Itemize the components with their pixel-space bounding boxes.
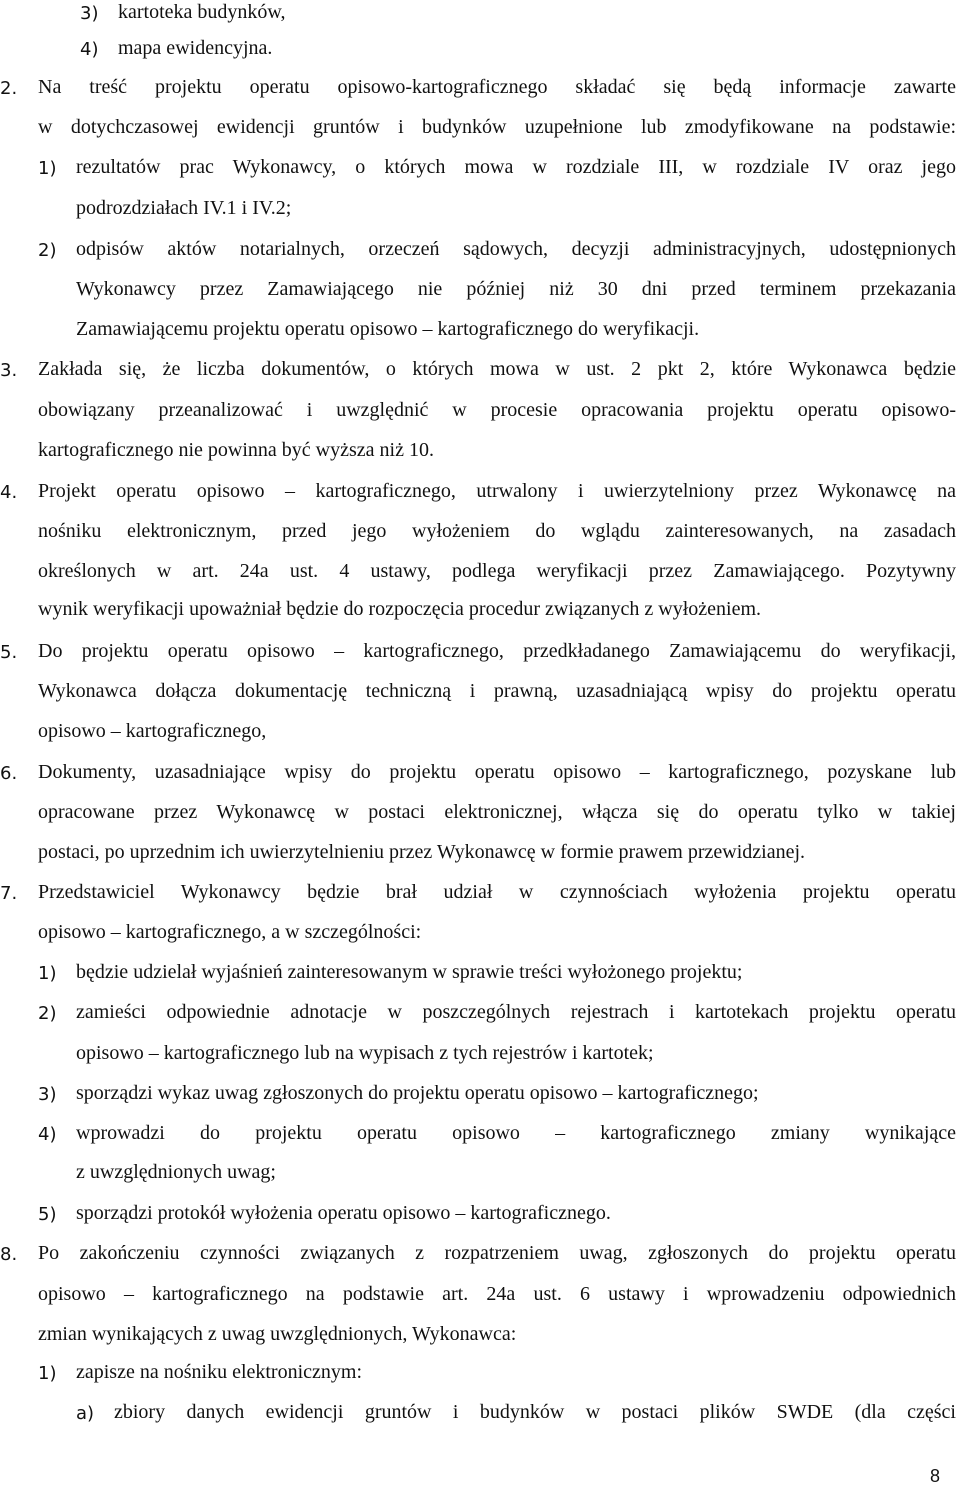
list-number: 1) bbox=[38, 158, 57, 179]
text-line: zamieści odpowiednie adnotacje w poszczególnych rejestrach i kartotekach projektu operatu bbox=[76, 1001, 956, 1023]
text-line: zmian wynikających z uwag uwzględnionych, Wykonawca: bbox=[38, 1323, 517, 1345]
list-number: 5) bbox=[38, 1204, 57, 1225]
list-number: a) bbox=[76, 1403, 95, 1424]
text-line: podrozdziałach IV.1 i IV.2; bbox=[76, 197, 292, 219]
text-line: Zamawiającemu projektu operatu opisowo – kartograficznego do weryfikacji. bbox=[76, 318, 700, 340]
text-line: opracowane przez Wykonawcę w postaci elektronicznej, włącza się do operatu tylko w takiej bbox=[38, 801, 956, 823]
list-number: 5. bbox=[0, 642, 18, 663]
text-line: Po zakończeniu czynności związanych z rozpatrzeniem uwag, zgłoszonych do projektu operatu bbox=[38, 1242, 956, 1264]
text-line: postaci, po uprzednim ich uwierzytelnieniu przez Wykonawcę w formie prawem przewidzianej. bbox=[38, 841, 806, 863]
text-line: Na treść projektu operatu opisowo-kartograficznego składać się będą informacje zawarte bbox=[38, 76, 956, 98]
text-line: opisowo – kartograficznego, a w szczególności: bbox=[38, 921, 422, 943]
text-line: nośniku elektronicznym, przed jego wyłożeniem do wglądu zainteresowanych, na zasadach bbox=[38, 520, 956, 542]
list-number: 8. bbox=[0, 1244, 18, 1265]
page-number: 8 bbox=[929, 1466, 940, 1486]
text-line: Projekt operatu opisowo – kartograficznego, utrwalony i uwierzytelniony przez Wykonawcę na bbox=[38, 480, 956, 502]
text-line: kartograficznego nie powinna być wyższa niż 10. bbox=[38, 439, 434, 461]
list-number: 3. bbox=[0, 360, 18, 381]
text-line: Zakłada się, że liczba dokumentów, o których mowa w ust. 2 pkt 2, które Wykonawca będzie bbox=[38, 358, 956, 380]
list-number: 2. bbox=[0, 78, 18, 99]
text-line: z uwzględnionych uwag; bbox=[76, 1161, 276, 1183]
text-line: Dokumenty, uzasadniające wpisy do projektu operatu opisowo – kartograficznego, pozyskane lub bbox=[38, 761, 956, 783]
text-line: opisowo – kartograficznego lub na wypisach z tych rejestrów i kartotek; bbox=[76, 1042, 654, 1064]
list-number: 4) bbox=[80, 39, 99, 60]
text-line: określonych w art. 24a ust. 4 ustawy, podlega weryfikacji przez Zamawiającego. Pozytywny bbox=[38, 560, 956, 582]
list-number: 1) bbox=[38, 963, 57, 984]
text-line: Wykonawca dołącza dokumentację techniczną i prawną, uzasadniającą wpisy do projektu operatu bbox=[38, 680, 956, 702]
text-line: Przedstawiciel Wykonawcy będzie brał udział w czynnościach wyłożenia projektu operatu bbox=[38, 881, 956, 903]
list-number: 4. bbox=[0, 482, 18, 503]
text-line: odpisów aktów notarialnych, orzeczeń sądowych, decyzji administracyjnych, udostępnionych bbox=[76, 238, 956, 260]
list-number: 2) bbox=[38, 1003, 57, 1024]
text-line: wprowadzi do projektu operatu opisowo – kartograficznego zmiany wynikające bbox=[76, 1122, 956, 1144]
text-line: rezultatów prac Wykonawcy, o których mowa w rozdziale III, w rozdziale IV oraz jego bbox=[76, 156, 956, 178]
text-line: opisowo – kartograficznego, bbox=[38, 720, 267, 742]
text-line: kartoteka budynków, bbox=[118, 1, 286, 23]
list-number: 3) bbox=[80, 3, 99, 24]
text-line: Do projektu operatu opisowo – kartograficznego, przedkładanego Zamawiającemu do weryfikacji, bbox=[38, 640, 956, 662]
text-line: będzie udzielał wyjaśnień zainteresowanym w sprawie treści wyłożonego projektu; bbox=[76, 961, 743, 983]
list-number: 2) bbox=[38, 240, 57, 261]
text-line: opisowo – kartograficznego na podstawie art. 24a ust. 6 ustawy i wprowadzeniu odpowiednich bbox=[38, 1283, 956, 1305]
text-line: zbiory danych ewidencji gruntów i budynków w postaci plików SWDE (dla części bbox=[114, 1401, 956, 1423]
text-line: sporządzi wykaz uwag zgłoszonych do projektu operatu opisowo – kartograficznego; bbox=[76, 1082, 759, 1104]
list-number: 4) bbox=[38, 1124, 57, 1145]
text-line: zapisze na nośniku elektronicznym: bbox=[76, 1361, 363, 1383]
list-number: 3) bbox=[38, 1084, 57, 1105]
list-number: 1) bbox=[38, 1363, 57, 1384]
text-line: wynik weryfikacji upoważniał będzie do rozpoczęcia procedur związanych z wyłożeniem. bbox=[38, 598, 761, 620]
text-line: w dotychczasowej ewidencji gruntów i budynków uzupełnione lub zmodyfikowane na podstawie: bbox=[38, 116, 956, 138]
text-line: Wykonawcy przez Zamawiającego nie później niż 30 dni przed terminem przekazania bbox=[76, 278, 956, 300]
list-number: 6. bbox=[0, 763, 18, 784]
text-line: mapa ewidencyjna. bbox=[118, 37, 273, 59]
text-line: obowiązany przeanalizować i uwzględnić w procesie opracowania projektu operatu opisowo- bbox=[38, 399, 956, 421]
list-number: 7. bbox=[0, 883, 18, 904]
text-line: sporządzi protokół wyłożenia operatu opisowo – kartograficznego. bbox=[76, 1202, 611, 1224]
